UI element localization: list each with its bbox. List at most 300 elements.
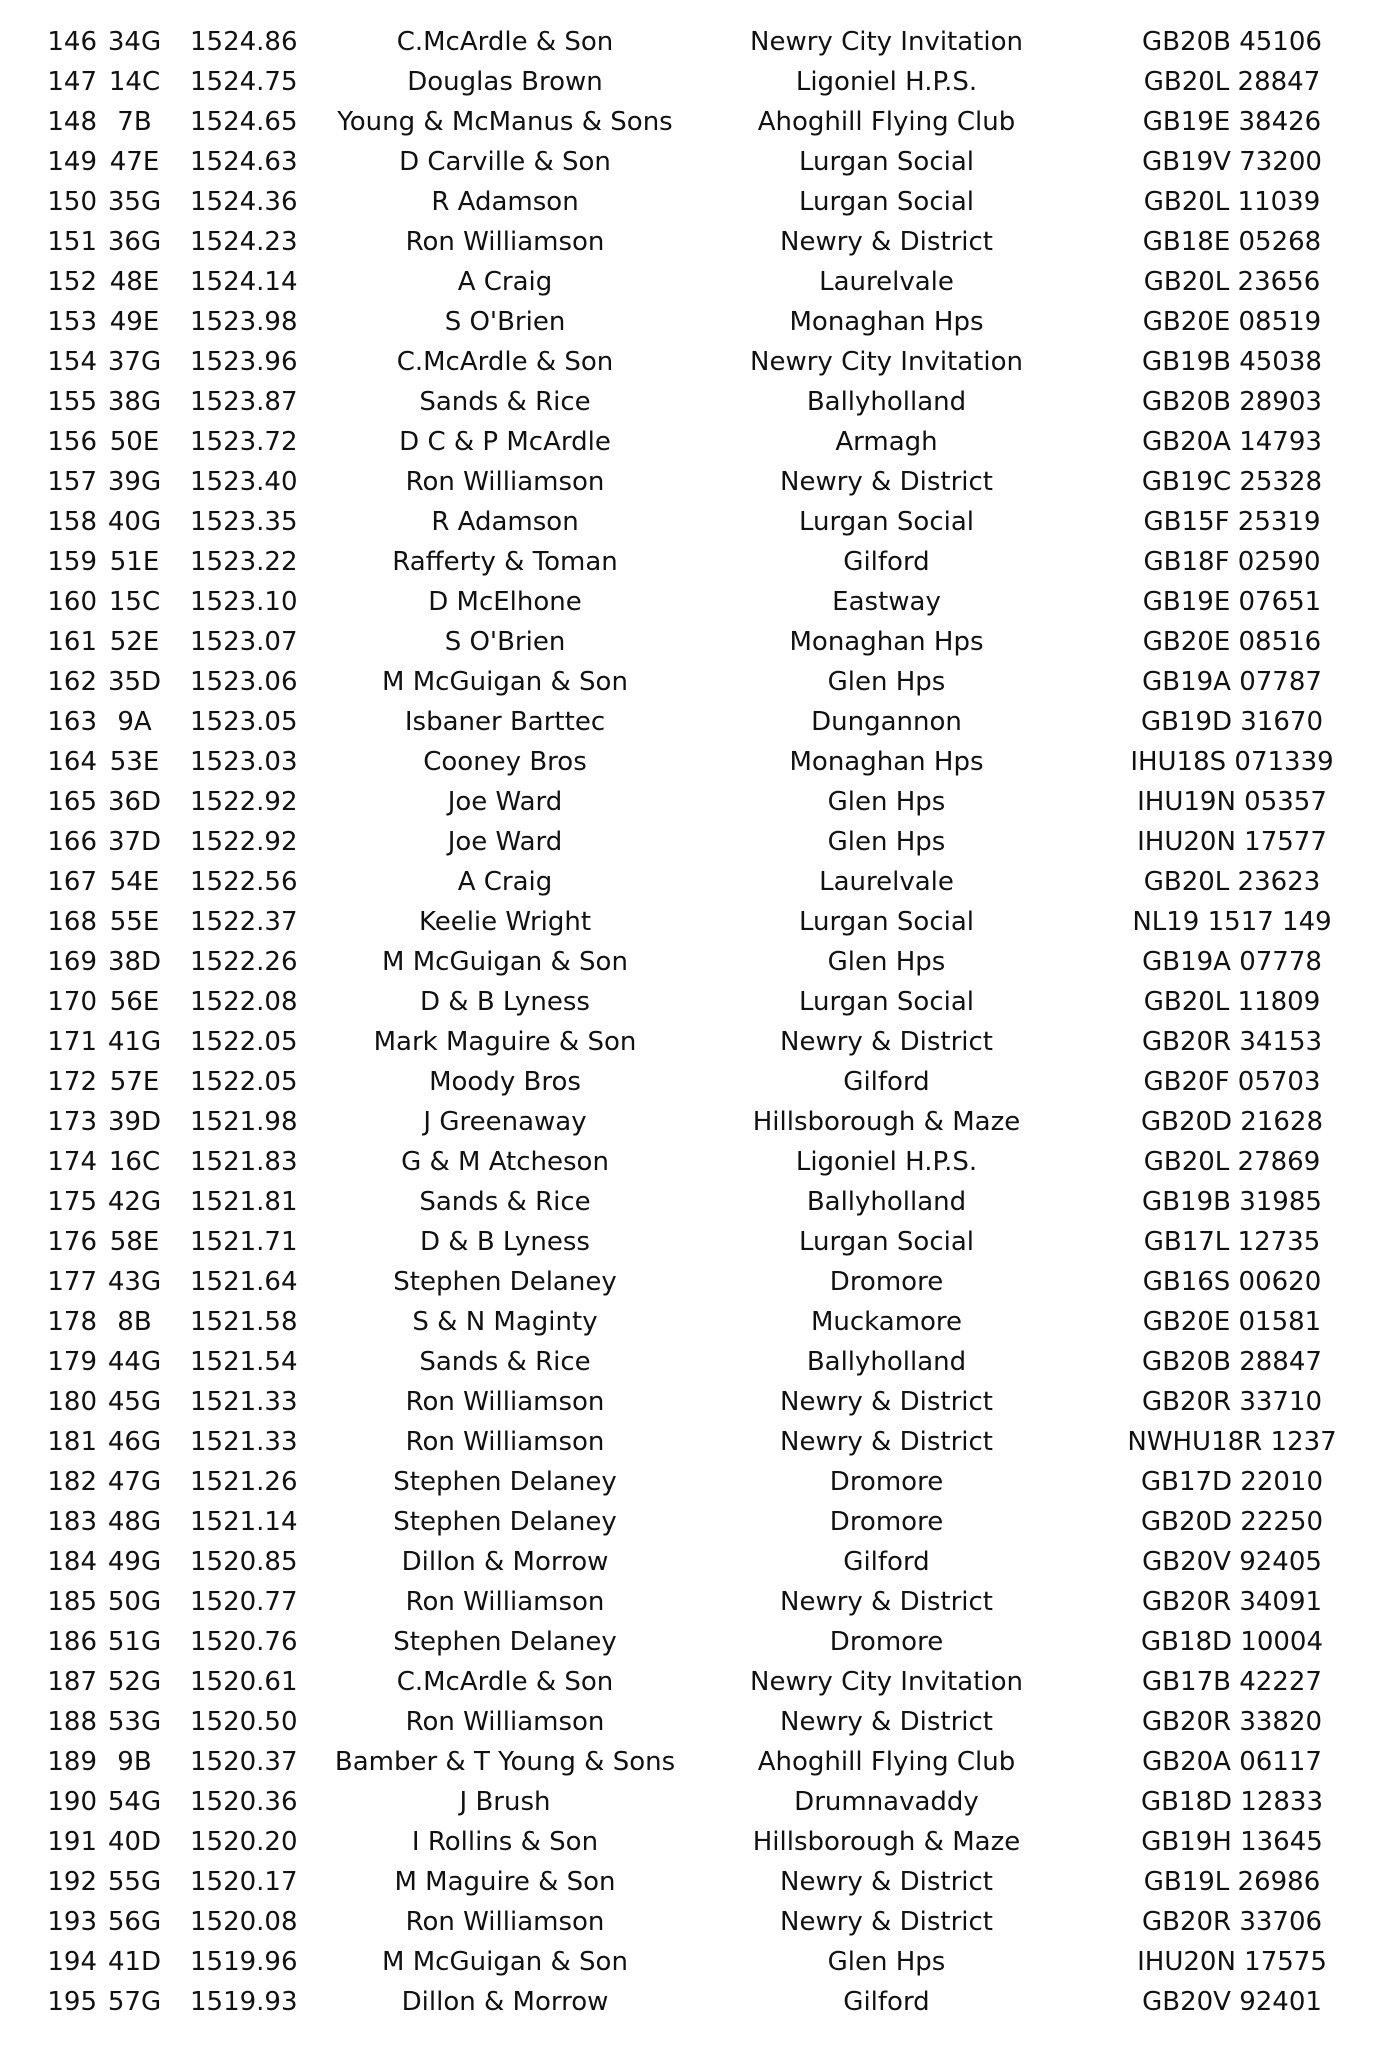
section-ref-cell: 15C (108, 587, 161, 617)
velocity-cell: 1520.85 (190, 1547, 298, 1577)
fancier-name-cell: Ron Williamson (405, 1587, 605, 1617)
position-cell: 159 (47, 547, 97, 577)
position-cell: 193 (47, 1907, 97, 1937)
velocity-cell: 1521.26 (190, 1467, 298, 1497)
position-cell: 180 (47, 1387, 97, 1417)
position-cell: 155 (47, 387, 97, 417)
ring-number-cell: GB19B 45038 (1142, 347, 1322, 377)
fancier-name-cell: C.McArdle & Son (396, 1667, 614, 1697)
ring-number-cell: IHU19N 05357 (1137, 787, 1327, 817)
table-row (0, 1102, 1381, 1142)
fancier-name-cell: D & B Lyness (420, 1227, 590, 1257)
ring-number-cell: GB20B 28847 (1142, 1347, 1322, 1377)
velocity-cell: 1523.10 (190, 587, 298, 617)
ring-number-cell: GB17L 12735 (1143, 1227, 1321, 1257)
velocity-cell: 1524.65 (190, 107, 298, 137)
position-cell: 151 (47, 227, 97, 257)
club-cell: Gilford (843, 1067, 930, 1097)
fancier-name-cell: Joe Ward (447, 827, 563, 857)
table-row (0, 1702, 1381, 1742)
table-row (0, 1342, 1381, 1382)
ring-number-cell: GB19A 07787 (1142, 667, 1322, 697)
position-cell: 171 (47, 1027, 97, 1057)
position-cell: 181 (47, 1427, 97, 1457)
section-ref-cell: 58E (109, 1227, 160, 1257)
club-cell: Hillsborough & Maze (752, 1107, 1021, 1137)
velocity-cell: 1522.37 (190, 907, 298, 937)
club-cell: Glen Hps (827, 827, 946, 857)
table-row (0, 1782, 1381, 1822)
velocity-cell: 1523.72 (190, 427, 298, 457)
position-cell: 174 (47, 1147, 97, 1177)
velocity-cell: 1524.23 (190, 227, 298, 257)
velocity-cell: 1524.63 (190, 147, 298, 177)
position-cell: 184 (47, 1547, 97, 1577)
fancier-name-cell: Stephen Delaney (393, 1507, 617, 1537)
ring-number-cell: GB19D 31670 (1140, 707, 1324, 737)
table-row (0, 1982, 1381, 2022)
club-cell: Newry & District (780, 1387, 993, 1417)
table-row (0, 1862, 1381, 1902)
section-ref-cell: 8B (117, 1307, 152, 1337)
position-cell: 179 (47, 1347, 97, 1377)
position-cell: 150 (47, 187, 97, 217)
table-row (0, 1182, 1381, 1222)
ring-number-cell: GB19C 25328 (1141, 467, 1323, 497)
position-cell: 160 (47, 587, 97, 617)
table-row (0, 1582, 1381, 1622)
table-row (0, 182, 1381, 222)
fancier-name-cell: A Craig (457, 867, 553, 897)
fancier-name-cell: A Craig (457, 267, 553, 297)
velocity-cell: 1520.36 (190, 1787, 298, 1817)
section-ref-cell: 55E (109, 907, 160, 937)
position-cell: 167 (47, 867, 97, 897)
ring-number-cell: GB17D 22010 (1140, 1467, 1324, 1497)
position-cell: 153 (47, 307, 97, 337)
position-cell: 173 (47, 1107, 97, 1137)
ring-number-cell: GB20R 34153 (1141, 1027, 1323, 1057)
position-cell: 147 (47, 67, 97, 97)
velocity-cell: 1524.14 (190, 267, 298, 297)
section-ref-cell: 39G (107, 467, 162, 497)
fancier-name-cell: Dillon & Morrow (401, 1547, 609, 1577)
section-ref-cell: 37D (107, 827, 162, 857)
fancier-name-cell: S & N Maginty (412, 1307, 598, 1337)
table-row (0, 1302, 1381, 1342)
ring-number-cell: GB19B 31985 (1142, 1187, 1322, 1217)
section-ref-cell: 41G (107, 1027, 162, 1057)
table-row (0, 582, 1381, 622)
section-ref-cell: 35G (107, 187, 162, 217)
position-cell: 192 (47, 1867, 97, 1897)
ring-number-cell: GB20L 23623 (1143, 867, 1321, 897)
ring-number-cell: NL19 1517 149 (1132, 907, 1332, 937)
position-cell: 146 (47, 27, 97, 57)
fancier-name-cell: R Adamson (431, 187, 579, 217)
club-cell: Muckamore (810, 1307, 963, 1337)
position-cell: 169 (47, 947, 97, 977)
ring-number-cell: GB20L 23656 (1143, 267, 1321, 297)
section-ref-cell: 16C (108, 1147, 161, 1177)
club-cell: Laurelvale (819, 267, 954, 297)
ring-number-cell: GB20E 08516 (1142, 627, 1322, 657)
table-row (0, 742, 1381, 782)
fancier-name-cell: D McElhone (428, 587, 582, 617)
club-cell: Glen Hps (827, 947, 946, 977)
position-cell: 170 (47, 987, 97, 1017)
position-cell: 156 (47, 427, 97, 457)
velocity-cell: 1522.05 (190, 1067, 298, 1097)
ring-number-cell: GB20V 92401 (1142, 1987, 1322, 2017)
ring-number-cell: GB20D 21628 (1140, 1107, 1324, 1137)
velocity-cell: 1520.61 (190, 1667, 298, 1697)
position-cell: 187 (47, 1667, 97, 1697)
table-row (0, 1022, 1381, 1062)
ring-number-cell: GB20L 28847 (1143, 67, 1321, 97)
table-row (0, 942, 1381, 982)
ring-number-cell: GB19H 13645 (1141, 1827, 1323, 1857)
ring-number-cell: GB20R 33710 (1141, 1387, 1323, 1417)
fancier-name-cell: Ron Williamson (405, 1907, 605, 1937)
position-cell: 149 (47, 147, 97, 177)
section-ref-cell: 52G (107, 1667, 162, 1697)
club-cell: Glen Hps (827, 787, 946, 817)
fancier-name-cell: Moody Bros (429, 1067, 581, 1097)
club-cell: Ballyholland (806, 1347, 967, 1377)
table-row (0, 1062, 1381, 1102)
club-cell: Newry & District (780, 1587, 993, 1617)
club-cell: Newry & District (780, 1907, 993, 1937)
position-cell: 165 (47, 787, 97, 817)
table-row (0, 1622, 1381, 1662)
section-ref-cell: 9A (117, 707, 152, 737)
velocity-cell: 1523.03 (190, 747, 298, 777)
club-cell: Gilford (843, 547, 930, 577)
velocity-cell: 1524.36 (190, 187, 298, 217)
table-row (0, 862, 1381, 902)
velocity-cell: 1520.37 (190, 1747, 298, 1777)
ring-number-cell: IHU18S 071339 (1130, 747, 1334, 777)
position-cell: 161 (47, 627, 97, 657)
club-cell: Newry & District (780, 227, 993, 257)
club-cell: Lurgan Social (798, 187, 974, 217)
section-ref-cell: 48E (109, 267, 160, 297)
section-ref-cell: 48G (107, 1507, 162, 1537)
section-ref-cell: 42G (107, 1187, 162, 1217)
position-cell: 183 (47, 1507, 97, 1537)
ring-number-cell: GB20E 08519 (1142, 307, 1322, 337)
fancier-name-cell: Ron Williamson (405, 227, 605, 257)
club-cell: Dungannon (811, 707, 962, 737)
fancier-name-cell: Dillon & Morrow (401, 1987, 609, 2017)
ring-number-cell: GB19V 73200 (1142, 147, 1322, 177)
table-row (0, 1382, 1381, 1422)
position-cell: 190 (47, 1787, 97, 1817)
ring-number-cell: GB19L 26986 (1143, 1867, 1321, 1897)
club-cell: Hillsborough & Maze (752, 1827, 1021, 1857)
velocity-cell: 1520.17 (190, 1867, 298, 1897)
section-ref-cell: 54E (109, 867, 160, 897)
table-row (0, 1942, 1381, 1982)
section-ref-cell: 40G (107, 507, 162, 537)
position-cell: 163 (47, 707, 97, 737)
fancier-name-cell: Cooney Bros (423, 747, 587, 777)
section-ref-cell: 53G (107, 1707, 162, 1737)
club-cell: Armagh (835, 427, 938, 457)
table-row (0, 1422, 1381, 1462)
table-row (0, 1222, 1381, 1262)
fancier-name-cell: Sands & Rice (419, 387, 591, 417)
section-ref-cell: 41D (107, 1947, 162, 1977)
club-cell: Monaghan Hps (789, 307, 984, 337)
table-row (0, 302, 1381, 342)
section-ref-cell: 36D (107, 787, 162, 817)
fancier-name-cell: Young & McManus & Sons (337, 107, 673, 137)
ring-number-cell: GB20R 34091 (1141, 1587, 1323, 1617)
club-cell: Glen Hps (827, 667, 946, 697)
table-row (0, 782, 1381, 822)
ring-number-cell: GB20V 92405 (1142, 1547, 1322, 1577)
club-cell: Newry City Invitation (750, 347, 1023, 377)
section-ref-cell: 57E (109, 1067, 160, 1097)
ring-number-cell: GB18F 02590 (1143, 547, 1321, 577)
table-row (0, 222, 1381, 262)
velocity-cell: 1521.98 (190, 1107, 298, 1137)
table-row (0, 382, 1381, 422)
velocity-cell: 1520.76 (190, 1627, 298, 1657)
club-cell: Newry & District (780, 1867, 993, 1897)
ring-number-cell: GB19A 07778 (1142, 947, 1322, 977)
club-cell: Newry City Invitation (750, 27, 1023, 57)
fancier-name-cell: Stephen Delaney (393, 1267, 617, 1297)
velocity-cell: 1522.26 (190, 947, 298, 977)
fancier-name-cell: D & B Lyness (420, 987, 590, 1017)
ring-number-cell: GB18D 10004 (1140, 1627, 1324, 1657)
fancier-name-cell: C.McArdle & Son (396, 27, 614, 57)
club-cell: Glen Hps (827, 1947, 946, 1977)
club-cell: Lurgan Social (798, 1227, 974, 1257)
fancier-name-cell: M McGuigan & Son (382, 947, 628, 977)
velocity-cell: 1522.92 (190, 787, 298, 817)
fancier-name-cell: S O'Brien (444, 307, 566, 337)
table-row (0, 1142, 1381, 1182)
fancier-name-cell: S O'Brien (444, 627, 566, 657)
club-cell: Lurgan Social (798, 507, 974, 537)
section-ref-cell: 7B (117, 107, 152, 137)
section-ref-cell: 56G (107, 1907, 162, 1937)
ring-number-cell: GB16S 00620 (1142, 1267, 1322, 1297)
section-ref-cell: 46G (107, 1427, 162, 1457)
table-row (0, 462, 1381, 502)
fancier-name-cell: M McGuigan & Son (382, 667, 628, 697)
ring-number-cell: IHU20N 17575 (1137, 1947, 1327, 1977)
velocity-cell: 1521.71 (190, 1227, 298, 1257)
position-cell: 188 (47, 1707, 97, 1737)
club-cell: Gilford (843, 1547, 930, 1577)
club-cell: Monaghan Hps (789, 627, 984, 657)
velocity-cell: 1523.22 (190, 547, 298, 577)
section-ref-cell: 44G (107, 1347, 162, 1377)
ring-number-cell: NWHU18R 1237 (1127, 1427, 1337, 1457)
fancier-name-cell: Rafferty & Toman (392, 547, 618, 577)
velocity-cell: 1523.40 (190, 467, 298, 497)
section-ref-cell: 37G (107, 347, 162, 377)
position-cell: 194 (47, 1947, 97, 1977)
velocity-cell: 1519.93 (190, 1987, 298, 2017)
velocity-cell: 1521.58 (190, 1307, 298, 1337)
position-cell: 178 (47, 1307, 97, 1337)
section-ref-cell: 56E (109, 987, 160, 1017)
position-cell: 189 (47, 1747, 97, 1777)
ring-number-cell: GB19E 38426 (1142, 107, 1322, 137)
fancier-name-cell: Mark Maguire & Son (373, 1027, 637, 1057)
section-ref-cell: 57G (107, 1987, 162, 2017)
section-ref-cell: 38D (107, 947, 162, 977)
section-ref-cell: 55G (107, 1867, 162, 1897)
ring-number-cell: GB18E 05268 (1142, 227, 1322, 257)
table-row (0, 1662, 1381, 1702)
section-ref-cell: 9B (117, 1747, 152, 1777)
position-cell: 166 (47, 827, 97, 857)
table-row (0, 1902, 1381, 1942)
club-cell: Lurgan Social (798, 987, 974, 1017)
club-cell: Dromore (829, 1467, 944, 1497)
section-ref-cell: 54G (107, 1787, 162, 1817)
velocity-cell: 1522.92 (190, 827, 298, 857)
section-ref-cell: 40D (107, 1827, 162, 1857)
velocity-cell: 1521.33 (190, 1387, 298, 1417)
section-ref-cell: 50E (109, 427, 160, 457)
velocity-cell: 1523.98 (190, 307, 298, 337)
ring-number-cell: GB20A 06117 (1142, 1747, 1322, 1777)
position-cell: 185 (47, 1587, 97, 1617)
table-row (0, 1742, 1381, 1782)
fancier-name-cell: Sands & Rice (419, 1347, 591, 1377)
velocity-cell: 1523.07 (190, 627, 298, 657)
ring-number-cell: IHU20N 17577 (1137, 827, 1327, 857)
table-row (0, 342, 1381, 382)
position-cell: 186 (47, 1627, 97, 1657)
velocity-cell: 1520.20 (190, 1827, 298, 1857)
section-ref-cell: 51E (109, 547, 160, 577)
club-cell: Ballyholland (806, 387, 967, 417)
position-cell: 164 (47, 747, 97, 777)
velocity-cell: 1522.08 (190, 987, 298, 1017)
section-ref-cell: 35D (107, 667, 162, 697)
ring-number-cell: GB20B 45106 (1142, 27, 1322, 57)
table-row (0, 1542, 1381, 1582)
section-ref-cell: 50G (107, 1587, 162, 1617)
table-row (0, 902, 1381, 942)
fancier-name-cell: Ron Williamson (405, 467, 605, 497)
club-cell: Dromore (829, 1507, 944, 1537)
position-cell: 152 (47, 267, 97, 297)
ring-number-cell: GB19E 07651 (1142, 587, 1322, 617)
table-row (0, 702, 1381, 742)
fancier-name-cell: Joe Ward (447, 787, 563, 817)
ring-number-cell: GB20E 01581 (1142, 1307, 1322, 1337)
table-row (0, 982, 1381, 1022)
table-row (0, 502, 1381, 542)
velocity-cell: 1523.35 (190, 507, 298, 537)
section-ref-cell: 45G (107, 1387, 162, 1417)
club-cell: Newry & District (780, 467, 993, 497)
fancier-name-cell: Douglas Brown (407, 67, 603, 97)
ring-number-cell: GB15F 25319 (1143, 507, 1321, 537)
table-row (0, 262, 1381, 302)
velocity-cell: 1522.05 (190, 1027, 298, 1057)
position-cell: 182 (47, 1467, 97, 1497)
section-ref-cell: 47G (107, 1467, 162, 1497)
section-ref-cell: 36G (107, 227, 162, 257)
fancier-name-cell: Isbaner Barttec (404, 707, 606, 737)
fancier-name-cell: M Maguire & Son (394, 1867, 616, 1897)
club-cell: Newry & District (780, 1427, 993, 1457)
club-cell: Lurgan Social (798, 907, 974, 937)
ring-number-cell: GB20D 22250 (1140, 1507, 1324, 1537)
velocity-cell: 1523.06 (190, 667, 298, 697)
position-cell: 162 (47, 667, 97, 697)
position-cell: 191 (47, 1827, 97, 1857)
position-cell: 172 (47, 1067, 97, 1097)
club-cell: Dromore (829, 1627, 944, 1657)
fancier-name-cell: J Greenaway (423, 1107, 587, 1137)
club-cell: Ahoghill Flying Club (757, 1747, 1016, 1777)
table-row (0, 22, 1381, 62)
ring-number-cell: GB20L 27869 (1143, 1147, 1321, 1177)
fancier-name-cell: Bamber & T Young & Sons (334, 1747, 676, 1777)
fancier-name-cell: J Brush (459, 1787, 551, 1817)
section-ref-cell: 38G (107, 387, 162, 417)
results-body (0, 22, 1381, 2022)
table-row (0, 62, 1381, 102)
fancier-name-cell: Stephen Delaney (393, 1627, 617, 1657)
fancier-name-cell: G & M Atcheson (401, 1147, 609, 1177)
section-ref-cell: 51G (107, 1627, 162, 1657)
ring-number-cell: GB20B 28903 (1142, 387, 1322, 417)
fancier-name-cell: R Adamson (431, 507, 579, 537)
club-cell: Newry & District (780, 1027, 993, 1057)
fancier-name-cell: Ron Williamson (405, 1707, 605, 1737)
club-cell: Ligoniel H.P.S. (795, 67, 978, 97)
club-cell: Eastway (832, 587, 941, 617)
velocity-cell: 1523.05 (190, 707, 298, 737)
table-row (0, 542, 1381, 582)
ring-number-cell: GB20A 14793 (1142, 427, 1322, 457)
table-row (0, 822, 1381, 862)
fancier-name-cell: Ron Williamson (405, 1427, 605, 1457)
velocity-cell: 1521.83 (190, 1147, 298, 1177)
fancier-name-cell: D C & P McArdle (399, 427, 611, 457)
section-ref-cell: 53E (109, 747, 160, 777)
fancier-name-cell: D Carville & Son (399, 147, 611, 177)
ring-number-cell: GB20R 33706 (1141, 1907, 1323, 1937)
fancier-name-cell: Sands & Rice (419, 1187, 591, 1217)
velocity-cell: 1523.96 (190, 347, 298, 377)
fancier-name-cell: C.McArdle & Son (396, 347, 614, 377)
velocity-cell: 1520.08 (190, 1907, 298, 1937)
section-ref-cell: 39D (107, 1107, 162, 1137)
club-cell: Ahoghill Flying Club (757, 107, 1016, 137)
table-row (0, 1462, 1381, 1502)
table-row (0, 142, 1381, 182)
club-cell: Lurgan Social (798, 147, 974, 177)
position-cell: 175 (47, 1187, 97, 1217)
table-row (0, 1502, 1381, 1542)
position-cell: 158 (47, 507, 97, 537)
table-row (0, 662, 1381, 702)
